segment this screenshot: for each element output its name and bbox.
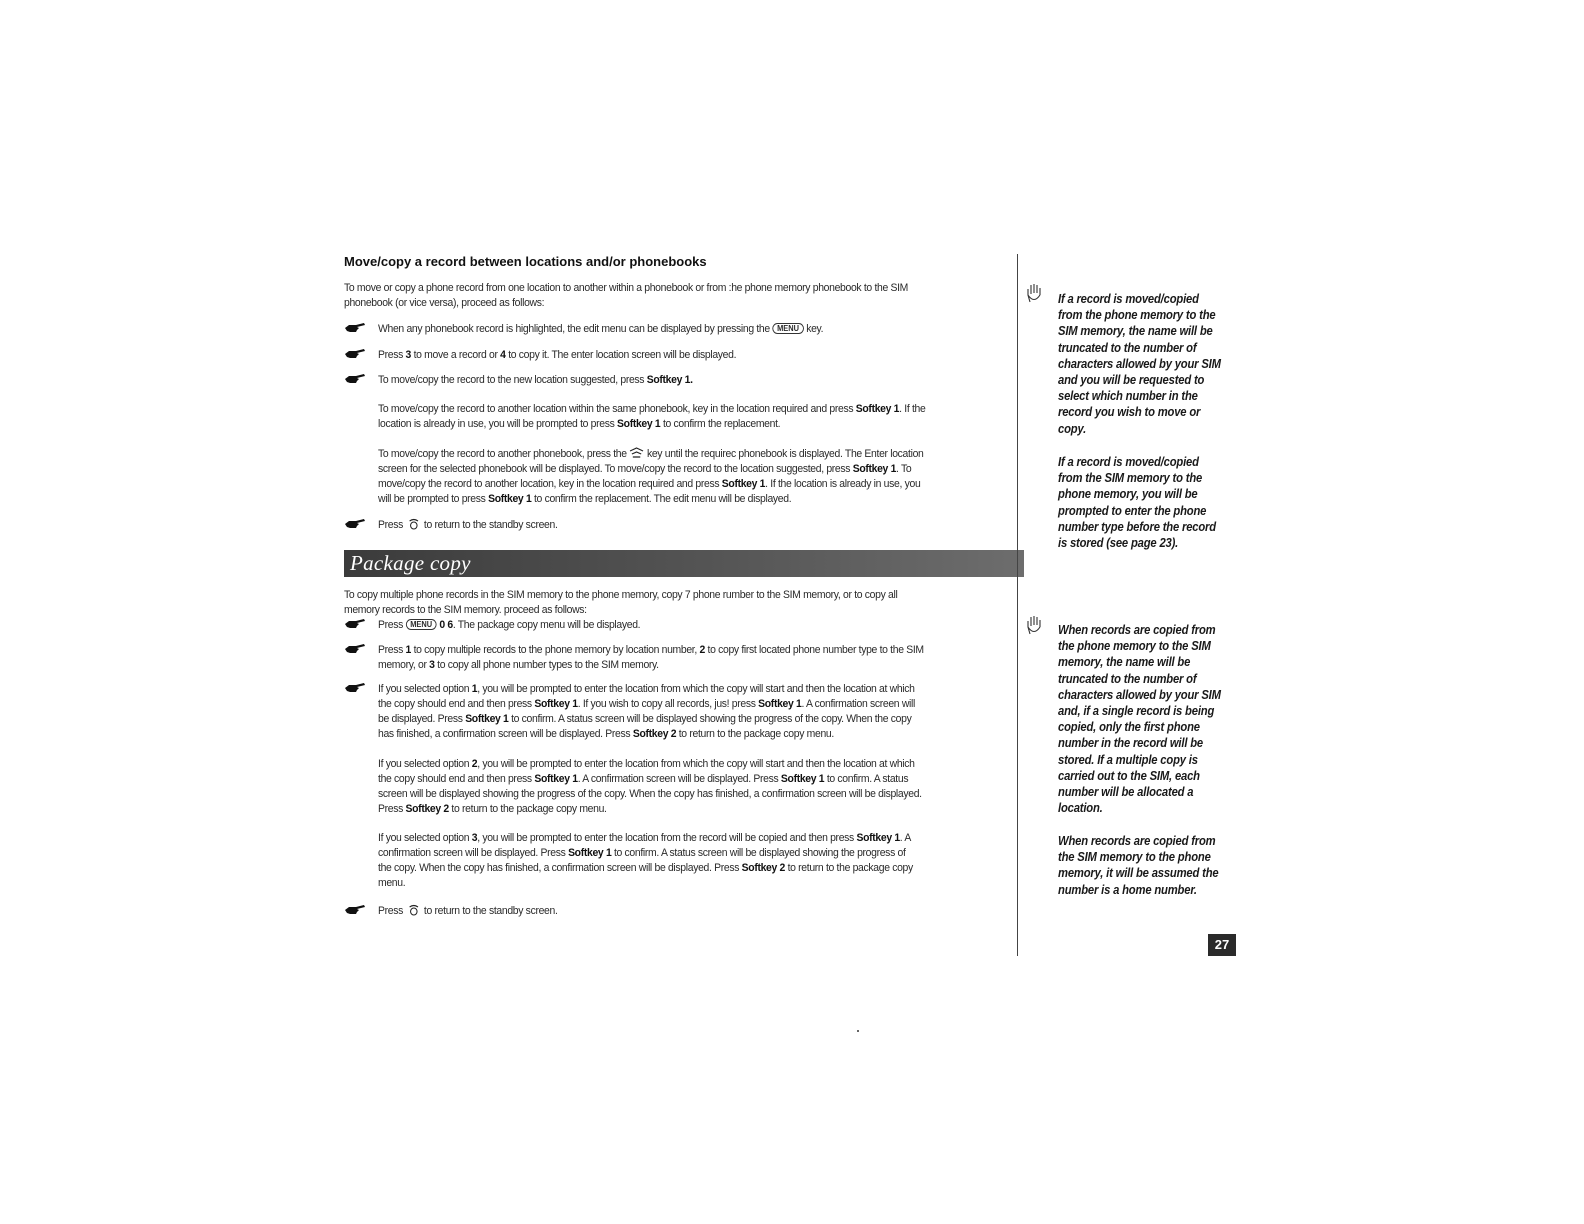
text-span: memory, or bbox=[378, 659, 430, 671]
key-label: Softkey 1 bbox=[852, 463, 897, 475]
step-text bbox=[378, 322, 1016, 337]
text-line bbox=[378, 682, 1016, 697]
text-span: To move/copy the record to another location within the same phonebook, key in the location required and press bbox=[378, 403, 856, 415]
text-span: To move/copy the record to another phonebook, press the bbox=[378, 448, 630, 460]
text-span: If you selected option bbox=[378, 683, 472, 695]
text-span: to confirm the replacement. bbox=[660, 418, 781, 430]
banner-title: Package copy bbox=[350, 551, 471, 575]
note-text: If a record is moved/copied from the phone memory to the SIM memory, the name will be truncated to the number of characters allowed by your SIM and you will be requested to select which number in the record you wish to move or copy. bbox=[1058, 292, 1221, 436]
text-span: confirmation screen will be displayed. Press bbox=[378, 847, 569, 859]
page-number-badge bbox=[1208, 934, 1236, 956]
text-span: Press bbox=[378, 905, 403, 917]
text-line: screen will be displayed showing the progress of the copy. When the copy has finished, a confirmation screen will be displayed. bbox=[378, 788, 922, 800]
text-span: to copy first located phone number type to the SIM bbox=[704, 644, 924, 656]
note-text: If a record is moved/copied from the SIM memory to the phone memory, you will be prompted to enter the phone number type before the record is stored (see page 23). bbox=[1058, 455, 1216, 551]
key-label: Softkey 1 bbox=[488, 493, 532, 505]
text-span: Press bbox=[378, 803, 406, 815]
text-line: To move or copy a phone record from one location to another within a phonebook or from :he phone memory phonebook to the SIM bbox=[344, 282, 909, 294]
text-span: , you will be prompted to enter the location from which the copy will start and then the location at which bbox=[477, 683, 915, 695]
phonebook-key-icon bbox=[629, 447, 644, 458]
key-label: Softkey 1 bbox=[534, 773, 578, 785]
text-span: . To bbox=[896, 463, 912, 475]
scan-speck bbox=[857, 1030, 859, 1032]
text-span: To move/copy the record to the new location suggested, press bbox=[378, 374, 647, 386]
text-span: key until the requirec phonebook is displayed. The Enter location bbox=[646, 448, 924, 460]
text-span: to confirm. A status screen will be displayed showing the progress of bbox=[611, 847, 906, 859]
note-text: When records are copied from the phone memory to the SIM memory, the name will be truncated to the number of characters allowed by your SIM and, if a single record is being copied, only the first phone number in the record will be stored. If a multiple copy is carried out to the SIM, each number will be allocated a location. bbox=[1058, 623, 1221, 816]
text-line bbox=[378, 697, 1016, 712]
text-span: Press bbox=[378, 644, 406, 656]
menu-key-icon: MENU bbox=[772, 323, 803, 334]
intro-paragraph bbox=[344, 588, 1014, 618]
text-span: key. bbox=[806, 323, 824, 335]
end-call-key-icon bbox=[408, 518, 418, 530]
text-span: to copy all phone number types to the SIM memory. bbox=[434, 659, 659, 671]
sidebar-note bbox=[1058, 291, 1258, 437]
end-call-key-icon bbox=[408, 904, 418, 916]
text-span: to return to the standby screen. bbox=[423, 519, 558, 531]
text-line bbox=[378, 772, 1016, 787]
key-label: 2 bbox=[471, 758, 478, 770]
text-line bbox=[378, 462, 1016, 477]
text-span: . A confirmation screen will be displayed. Press bbox=[577, 773, 781, 785]
key-label: Softkey 1 bbox=[758, 698, 802, 710]
key-label: Softkey 1 bbox=[465, 713, 509, 725]
text-span: Press bbox=[378, 619, 403, 631]
page-number: 27 bbox=[1214, 937, 1230, 952]
column-divider bbox=[1017, 254, 1018, 956]
text-span: . A confirmation screen will bbox=[801, 698, 915, 710]
text-span: to return to the package copy menu. bbox=[448, 803, 607, 815]
text-span: . If the bbox=[899, 403, 926, 415]
step-text bbox=[378, 618, 1016, 633]
key-label: 1 bbox=[471, 683, 478, 695]
text-line bbox=[378, 477, 1016, 492]
key-label: 3 bbox=[405, 349, 412, 361]
step-text: To move/copy the record to the new location suggested, press Softkey 1. bbox=[378, 374, 693, 386]
key-label: Softkey 2 bbox=[405, 803, 449, 815]
step-text bbox=[378, 904, 1016, 919]
text-span: When any phonebook record is highlighted, the edit menu can be displayed by pressing the bbox=[378, 323, 770, 335]
text-span: move/copy the record to another location, key in the location required and press bbox=[378, 478, 722, 490]
text-span: If you selected option bbox=[378, 832, 472, 844]
pointing-hand-icon bbox=[344, 322, 366, 334]
key-label: Softkey 1 bbox=[856, 832, 900, 844]
sub-paragraph bbox=[378, 402, 1016, 432]
key-label: 3 bbox=[429, 659, 435, 671]
text-span: , you will be prompted to enter the location from which the copy will start and then the location at which bbox=[477, 758, 915, 770]
hand-note-icon bbox=[1024, 614, 1046, 636]
key-label: 1 bbox=[405, 644, 412, 656]
key-label: 3 bbox=[471, 832, 478, 844]
intro-paragraph bbox=[344, 281, 1014, 311]
text-span: to confirm. A status screen will be displayed showing the progress of the copy. When the copy bbox=[508, 713, 912, 725]
pointing-hand-icon bbox=[344, 373, 366, 385]
key-label: Softkey 1 bbox=[721, 478, 766, 490]
text-span: location is already in use, you will be prompted to press bbox=[378, 418, 618, 430]
text-line bbox=[378, 658, 1016, 673]
pointing-hand-icon bbox=[344, 904, 366, 916]
text-span: , you will be prompted to enter the location from the record will be copied and then press bbox=[477, 832, 857, 844]
key-label: Softkey 2 bbox=[632, 728, 677, 740]
step-text bbox=[378, 348, 1016, 363]
text-span: screen for the selected phonebook will be displayed. To move/copy the record to the location suggested, press bbox=[378, 463, 853, 475]
key-label: Softkey 1 bbox=[568, 847, 612, 859]
text-line: menu. bbox=[378, 877, 406, 889]
key-label: Softkey 1 bbox=[780, 773, 825, 785]
sub-paragraph bbox=[378, 447, 1016, 507]
key-label: Softkey 1 bbox=[534, 698, 578, 710]
key-label: Softkey 1 bbox=[617, 418, 661, 430]
step-text bbox=[378, 643, 1016, 673]
menu-key-icon: MENU bbox=[406, 619, 437, 630]
text-span: . A bbox=[899, 832, 911, 844]
text-line: To copy multiple phone records in the SIM memory to the phone memory, copy 7 phone rumber to the SIM memory, or to copy all bbox=[344, 589, 898, 601]
text-span: be displayed. Press bbox=[378, 713, 466, 725]
text-span: . If the location is already in use, you bbox=[765, 478, 921, 490]
pointing-hand-icon bbox=[344, 618, 366, 630]
pointing-hand-icon bbox=[344, 518, 366, 530]
text-span: If you selected option bbox=[378, 758, 472, 770]
text-span: has finished, a confirmation screen will be displayed. Press bbox=[378, 728, 633, 740]
text-line: phonebook (or vice versa), proceed as follows: bbox=[344, 297, 545, 309]
text-line bbox=[378, 846, 1016, 861]
text-line bbox=[378, 831, 1016, 846]
text-line bbox=[378, 861, 1016, 876]
step-text bbox=[378, 518, 1016, 533]
text-line bbox=[378, 643, 1016, 658]
text-span: . If you wish to copy all records, jus! press bbox=[577, 698, 759, 710]
pointing-hand-icon bbox=[344, 348, 366, 360]
text-span: will be prompted to press bbox=[378, 493, 489, 505]
sidebar-note bbox=[1058, 622, 1258, 816]
text-span: to return to the standby screen. bbox=[423, 905, 558, 917]
hand-note-icon bbox=[1024, 282, 1046, 304]
text-line bbox=[378, 492, 1016, 507]
section-banner bbox=[344, 550, 1024, 577]
text-line bbox=[378, 802, 1016, 817]
sub-paragraph bbox=[378, 757, 1016, 817]
text-span: to move a record or bbox=[411, 349, 501, 361]
text-span: to copy multiple records to the phone memory by location number, bbox=[411, 644, 700, 656]
sidebar-note bbox=[1058, 833, 1258, 898]
sidebar-note bbox=[1058, 454, 1258, 551]
text-span: to return to the package copy bbox=[785, 862, 913, 874]
key-label: 2 bbox=[699, 644, 705, 656]
text-line bbox=[378, 757, 1016, 772]
text-span: to confirm the replacement. The edit menu will be displayed. bbox=[531, 493, 792, 505]
key-label: Softkey 1 bbox=[646, 374, 691, 386]
text-line bbox=[378, 712, 1016, 727]
section-heading: Move/copy a record between locations and/or phonebooks bbox=[344, 254, 707, 269]
key-label: Softkey 1 bbox=[855, 403, 900, 415]
note-text: When records are copied from the SIM memory to the phone memory, it will be assumed the number is a home number. bbox=[1058, 834, 1219, 897]
text-line: memory records to the SIM memory. proceed as follows: bbox=[344, 604, 587, 616]
text-span: to copy it. The enter location screen will be displayed. bbox=[505, 349, 737, 361]
text-span: Press bbox=[378, 349, 406, 361]
pointing-hand-icon bbox=[344, 643, 366, 655]
key-label: 0 6 bbox=[439, 619, 453, 631]
text-line bbox=[378, 447, 1016, 462]
text-span: to return to the package copy menu. bbox=[676, 728, 834, 740]
text-span: the copy should end and then press bbox=[378, 698, 535, 710]
step-text bbox=[378, 682, 1016, 742]
text-line bbox=[378, 417, 1016, 432]
text-span: . The package copy menu will be displayed. bbox=[452, 619, 641, 631]
text-span: Press bbox=[378, 519, 403, 531]
sub-paragraph bbox=[378, 831, 1016, 891]
key-label: 4 bbox=[500, 349, 506, 361]
key-label: Softkey 2 bbox=[741, 862, 786, 874]
text-line bbox=[378, 727, 1016, 742]
text-span: the copy. When the copy has finished, a confirmation screen will be displayed. Press bbox=[378, 862, 742, 874]
text-span: to confirm. A status bbox=[824, 773, 909, 785]
text-line bbox=[378, 402, 1016, 417]
pointing-hand-icon bbox=[344, 682, 366, 694]
text-span: the copy should end and then press bbox=[378, 773, 535, 785]
